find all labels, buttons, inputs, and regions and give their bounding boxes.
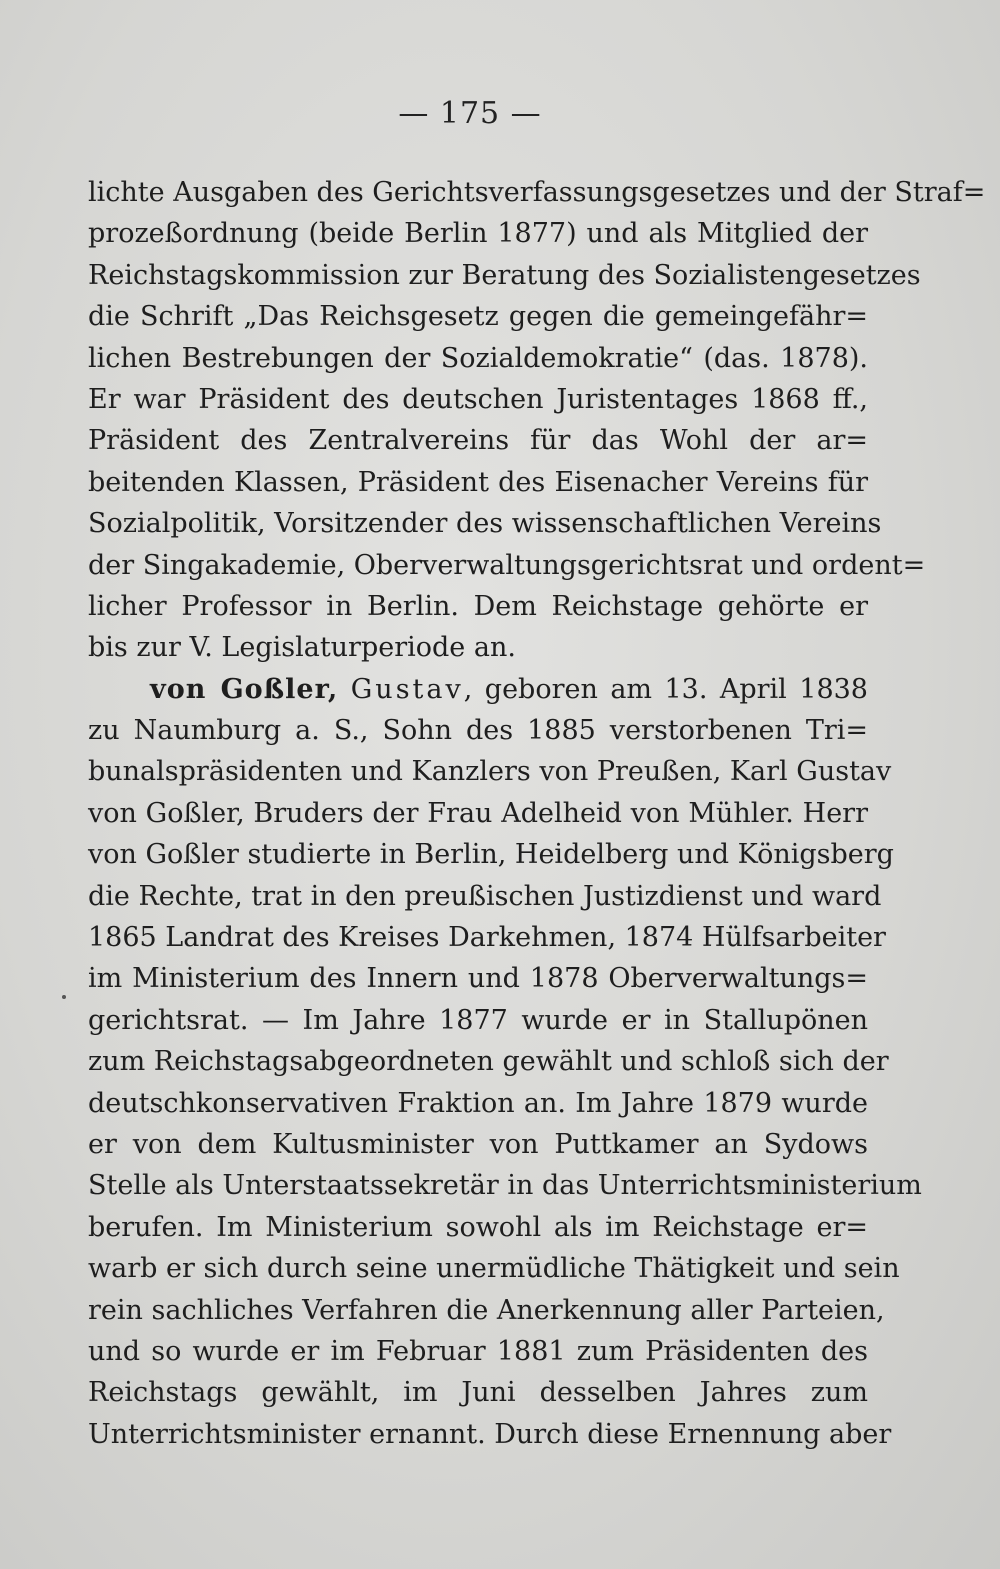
text-line: die Schrift „Das Reichsgesetz gegen die gemeingefähr= <box>88 301 868 333</box>
text-line: berufen. Im Ministerium sowohl als im Reichstage er= <box>88 1211 868 1243</box>
paper-speck <box>62 995 66 999</box>
text-line: licher Professor in Berlin. Dem Reichstage gehörte er <box>88 590 868 622</box>
text-line: Sozialpolitik, Vorsitzender des wissenschaftlichen Vereins <box>88 508 882 540</box>
text-line: gerichtsrat. — Im Jahre 1877 wurde er in Stallupönen <box>88 1004 868 1036</box>
body-text <box>88 172 986 1455</box>
text-line: zum Reichstagsabgeordneten gewählt und schloß sich der <box>88 1046 889 1078</box>
text-line: Reichstagskommission zur Beratung des Sozialistengesetzes <box>88 259 921 291</box>
text-line: deutschkonservativen Fraktion an. Im Jahre 1879 wurde <box>88 1087 868 1119</box>
text-line: rein sachliches Verfahren die Anerkennung aller Parteien, <box>88 1294 885 1326</box>
text-line: im Ministerium des Innern und 1878 Oberverwaltungs= <box>88 963 868 995</box>
text-line: Unterrichtsminister ernannt. Durch diese Ernennung aber <box>88 1418 892 1450</box>
entry-given-name: Gustav <box>350 673 464 705</box>
text-line: Reichstags gewählt, im Juni desselben Jahres zum <box>88 1377 868 1409</box>
text-line: von Goßler, Bruders der Frau Adelheid von Mühler. Herr <box>88 797 868 829</box>
entry-heading-line <box>88 669 868 710</box>
text-line: von Goßler studierte in Berlin, Heidelberg und Königsberg <box>88 839 894 871</box>
entry-name: von Goßler, <box>150 673 339 705</box>
text-line: Stelle als Unterstaatssekretär in das Unterrichtsministerium <box>88 1170 922 1202</box>
text-line: prozeßordnung (beide Berlin 1877) und als Mitglied der <box>88 218 868 250</box>
text-line: Er war Präsident des deutschen Juristentages 1868 ff., <box>88 383 868 415</box>
text-line: der Singakademie, Oberverwaltungsgerichtsrat und ordent= <box>88 549 926 581</box>
text-line: bunalspräsidenten und Kanzlers von Preußen, Karl Gustav <box>88 756 892 788</box>
text-line: warb er sich durch seine unermüdliche Thätigkeit und sein <box>88 1253 900 1285</box>
text-line: und so wurde er im Februar 1881 zum Präsidenten des <box>88 1335 868 1367</box>
page-number: — 175 — <box>398 96 542 131</box>
text-line: 1865 Landrat des Kreises Darkehmen, 1874 Hülfsarbeiter <box>88 922 886 954</box>
text-line: lichen Bestrebungen der Sozialdemokratie“ (das. 1878). <box>88 342 868 374</box>
text-line: lichte Ausgaben des Gerichtsverfassungsgesetzes und der Straf= <box>88 177 986 208</box>
text-line: Präsident des Zentralvereins für das Wohl der ar= <box>88 425 868 457</box>
entry-first-line-rest: , geboren am 13. April 1838 <box>463 673 868 705</box>
text-line: bis zur V. Legislaturperiode an. <box>88 632 516 664</box>
text-line: er von dem Kultusminister von Puttkamer an Sydows <box>88 1128 868 1160</box>
text-line: beitenden Klassen, Präsident des Eisenacher Vereins für <box>88 466 868 498</box>
text-line: zu Naumburg a. S., Sohn des 1885 verstorbenen Tri= <box>88 715 868 747</box>
text-line: die Rechte, trat in den preußischen Justizdienst und ward <box>88 880 882 912</box>
